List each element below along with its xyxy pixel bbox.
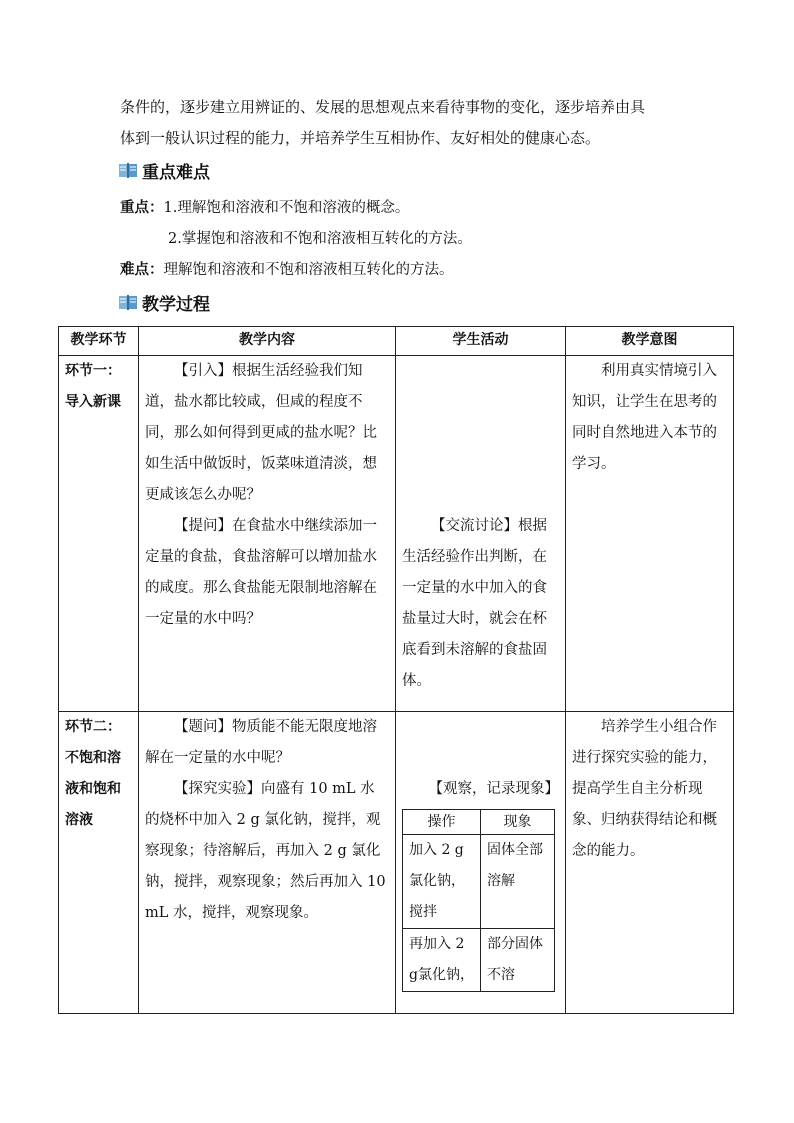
content-question: 【提问】在食盐水中继续添加一定量的食盐，食盐溶解可以增加盐水的咸度。那么食盐能无限制地溶解在一定量的水中吗？ bbox=[145, 518, 377, 627]
difficulty-label: 难点： bbox=[120, 262, 164, 278]
stage-title-line-2: 液和饱和 bbox=[65, 781, 121, 797]
activity-discussion: 【交流讨论】根据生活经验作出判断，在一定量的水中加入的食盐量过大时，就会在杯底看到未溶解的食盐固体。 bbox=[402, 518, 547, 689]
header-stage: 教学环节 bbox=[59, 327, 139, 356]
content-intro: 【引入】根据生活经验我们知道，盐水都比较咸，但咸的程度不同，那么如何得到更咸的盐水呢？比如生活中做饭时，饭菜味道清淡，想更咸该怎么办呢？ bbox=[145, 363, 377, 503]
section-heading-key-points bbox=[118, 158, 210, 182]
table-row bbox=[59, 356, 734, 712]
teaching-process-table bbox=[58, 326, 734, 1014]
key-point-line-1 bbox=[120, 198, 409, 218]
content-cell bbox=[139, 712, 396, 1014]
book-icon bbox=[118, 161, 138, 179]
observation-table bbox=[402, 809, 555, 992]
activity-cell bbox=[396, 712, 566, 1014]
observation-phenomenon: 固体全部溶解 bbox=[481, 835, 555, 929]
stage-cell bbox=[59, 712, 139, 1014]
intent-text: 利用真实情境引入知识，让学生在思考的同时自然地进入本节的学习。 bbox=[572, 363, 717, 472]
stage-cell bbox=[59, 356, 139, 712]
header-intent: 教学意图 bbox=[566, 327, 734, 356]
table-header-row bbox=[59, 327, 734, 356]
stage-title: 导入新课 bbox=[65, 394, 121, 410]
table-row bbox=[403, 929, 555, 992]
content-experiment: 【探究实验】向盛有 10 mL 水的烧杯中加入 2 g 氯化钠，搅拌，观察现象；待溶解后，再加入 2 g 氯化钠，搅拌，观察现象；然后再加入 10 mL 水，搅拌，观察现象。 bbox=[145, 781, 386, 921]
table-row bbox=[59, 712, 734, 1014]
observation-phenomenon: 部分固体不溶 bbox=[481, 929, 555, 992]
intro-line-1: 条件的，逐步建立用辨证的、发展的思想观点来看待事物的变化，逐步培养由具 bbox=[120, 98, 646, 116]
content-question: 【题问】物质能不能无限度地溶解在一定量的水中呢？ bbox=[145, 719, 377, 766]
stage-label: 环节一： bbox=[65, 363, 121, 379]
key-label: 重点： bbox=[120, 200, 164, 216]
key-item-2: 2.掌握饱和溶液和不饱和溶液相互转化的方法。 bbox=[168, 231, 472, 247]
stage-label: 环节二： bbox=[65, 719, 121, 735]
observation-header-phenomenon: 现象 bbox=[481, 810, 555, 835]
observation-header-operation: 操作 bbox=[403, 810, 481, 835]
header-content: 教学内容 bbox=[139, 327, 396, 356]
header-activity: 学生活动 bbox=[396, 327, 566, 356]
section-heading-process bbox=[118, 290, 210, 314]
difficulty-line bbox=[120, 260, 454, 280]
intro-line-2: 体到一般认识过程的能力，并培养学生互相协作、友好相处的健康心态。 bbox=[120, 129, 601, 147]
intent-text: 培养学生小组合作进行探究实验的能力，提高学生自主分析现象、归纳获得结论和概念的能力。 bbox=[572, 719, 717, 859]
table-row bbox=[403, 835, 555, 929]
observation-header-row bbox=[403, 810, 555, 835]
observation-operation: 加入 2 g氯化钠，搅拌 bbox=[403, 835, 481, 929]
heading-text: 重点难点 bbox=[142, 162, 210, 183]
activity-observe-title: 【观察，记录现象】 bbox=[428, 781, 559, 797]
intent-cell bbox=[566, 712, 734, 1014]
heading-text: 教学过程 bbox=[142, 294, 210, 315]
activity-cell bbox=[396, 356, 566, 712]
observation-operation: 再加入 2 g氯化钠， bbox=[403, 929, 481, 992]
difficulty-text: 理解饱和溶液和不饱和溶液相互转化的方法。 bbox=[163, 262, 454, 278]
key-item-1: 1.理解饱和溶液和不饱和溶液的概念。 bbox=[163, 200, 410, 216]
book-icon bbox=[118, 293, 138, 311]
content-cell bbox=[139, 356, 396, 712]
stage-title-line-1: 不饱和溶 bbox=[65, 750, 121, 766]
stage-title-line-3: 溶液 bbox=[65, 812, 93, 828]
intent-cell bbox=[566, 356, 734, 712]
